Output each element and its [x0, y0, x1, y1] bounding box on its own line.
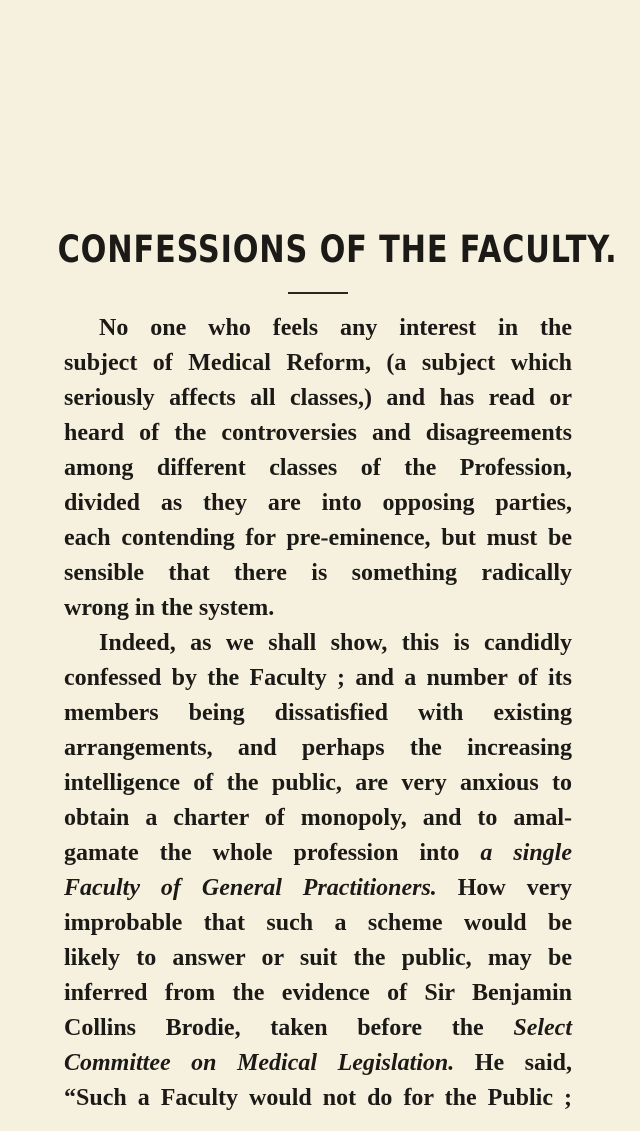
italic-text: Faculty of General Practitioners.	[64, 875, 437, 901]
text-line	[64, 1046, 572, 1081]
line-text: obtain a charter of monopoly, and to amal-	[64, 805, 572, 831]
line-text: seriously affects all classes,) and has read or	[64, 385, 572, 411]
text-line	[64, 871, 572, 906]
text-line	[64, 976, 572, 1011]
line-text: He said,	[454, 1050, 572, 1076]
text-line	[64, 451, 572, 486]
italic-text: Committee on Medical Legislation.	[64, 1050, 455, 1076]
line-text: among different classes of the Profession,	[64, 455, 572, 481]
text-line	[64, 346, 572, 381]
line-text: No one who feels any interest in the	[99, 315, 572, 341]
text-line	[64, 591, 572, 626]
text-line	[64, 486, 572, 521]
line-text: likely to answer or suit the public, may be	[64, 945, 572, 971]
text-line	[64, 1081, 572, 1116]
body-text	[64, 311, 572, 1116]
text-line	[64, 416, 572, 451]
text-line	[64, 801, 572, 836]
line-text: members being dissatisfied with existing	[64, 700, 572, 726]
text-line	[64, 556, 572, 591]
line-text: each contending for pre-eminence, but must be	[64, 525, 572, 551]
line-text: intelligence of the public, are very anxious to	[64, 770, 572, 796]
line-text: Collins Brodie, taken before the	[64, 1015, 514, 1041]
text-line	[64, 696, 572, 731]
line-text: arrangements, and perhaps the increasing	[64, 735, 572, 761]
text-line	[64, 731, 572, 766]
line-text: gamate the whole profession into	[64, 840, 481, 866]
text-line	[64, 381, 572, 416]
line-text: How very	[436, 875, 572, 901]
text-line	[64, 941, 572, 976]
line-text: heard of the controversies and disagreements	[64, 420, 572, 446]
chapter-title: CONFESSIONS OF THE FACULTY.	[57, 228, 618, 271]
line-text: subject of Medical Reform, (a subject which	[64, 350, 572, 376]
text-line	[64, 836, 572, 871]
line-text: confessed by the Faculty ; and a number of its	[64, 665, 572, 691]
text-line	[64, 1011, 572, 1046]
line-text: wrong in the system.	[64, 595, 275, 621]
title-rule	[288, 292, 348, 294]
line-text: “Such a Faculty would not do for the Public ;	[64, 1085, 572, 1111]
text-line	[64, 661, 572, 696]
text-line	[64, 626, 572, 661]
italic-text: a single	[480, 840, 572, 866]
text-line	[64, 906, 572, 941]
line-text: sensible that there is something radically	[64, 560, 572, 586]
line-text: divided as they are into opposing parties,	[64, 490, 572, 516]
text-line	[64, 521, 572, 556]
line-text: inferred from the evidence of Sir Benjamin	[64, 980, 572, 1006]
line-text: Indeed, as we shall show, this is candidly	[99, 630, 572, 656]
line-text: improbable that such a scheme would be	[64, 910, 572, 936]
italic-text: Select	[513, 1015, 572, 1041]
text-line	[64, 766, 572, 801]
text-line	[64, 311, 572, 346]
